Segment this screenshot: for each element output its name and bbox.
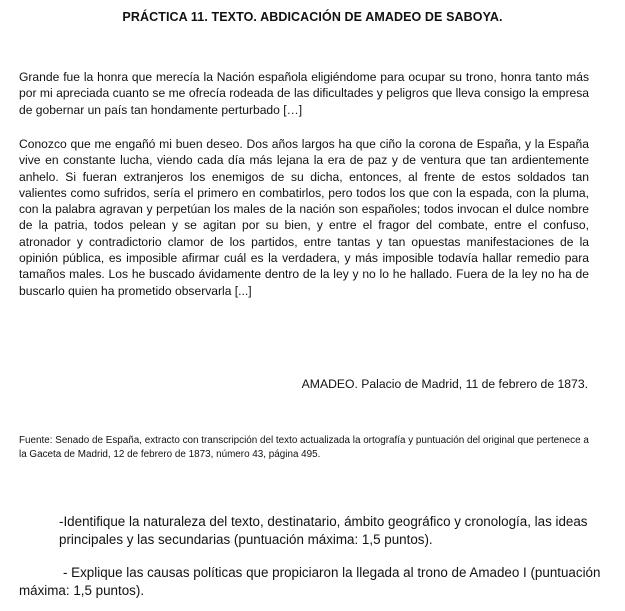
question-1: -Identifique la naturaleza del texto, destinatario, ámbito geográfico y cronología, las ideas principales y las secundarias (puntuación máxima: 1,5 puntos). <box>59 514 588 547</box>
text-paragraph-1: Grande fue la honra que merecía la Nación española eligiéndome para ocupar su trono, honra tanto más por mi apreciada cuanto se me ofrecía rodeada de las dificultades y peligros que lleva consigo la empresa de gobernar un país tan hondamente perturbado […] <box>19 70 589 117</box>
source-note: Fuente: Senado de España, extracto con transcripción del texto actualizada la ortografía y puntuación del original que pertenece a la Gaceta de Madrid, 12 de febrero de 1873, número 43, página 495. <box>19 435 589 460</box>
signature-line: AMADEO. Palacio de Madrid, 11 de febrero de 1873. <box>301 377 588 391</box>
document-title: PRÁCTICA 11. TEXTO. ABDICACIÓN DE AMADEO DE SABOYA. <box>122 10 503 24</box>
question-2: - Explique las causas políticas que propiciaron la llegada al trono de Amadeo I (puntuación máxima: 1,5 puntos). <box>19 565 601 598</box>
text-paragraph-2: Conozco que me engañó mi buen deseo. Dos años largos ha que ciño la corona de España, y la España vive en constante lucha, viendo cada día más lejana la era de paz y de ventura que tan ardientemente anhelo. Si fueran extranjeros los enemigos de su dicha, entonces, al frente de estos soldados tan valientes como sufridos, sería el primero en combatirlos, pero todos los que con la espada, con la pluma, con la palabra agravan y perpetúan los males de la nación son españoles; todos invocan el dulce nombre de la patria, todos pelean y se agitan por su bien, y entre el fragor del combate, entre el confuso, atronador y contradictorio clamor de los partidos, entre tantas y tan opuestas manifestaciones de la opinión pública, es imposible afirmar cuál es la verdadera, y más imposible todavía hallar remedio para tamaños males. Los he buscado ávidamente dentro de la ley y no lo he hallado. Fuera de la ley no ha de buscarlo quien ha prometido observarla [...] <box>19 137 589 298</box>
